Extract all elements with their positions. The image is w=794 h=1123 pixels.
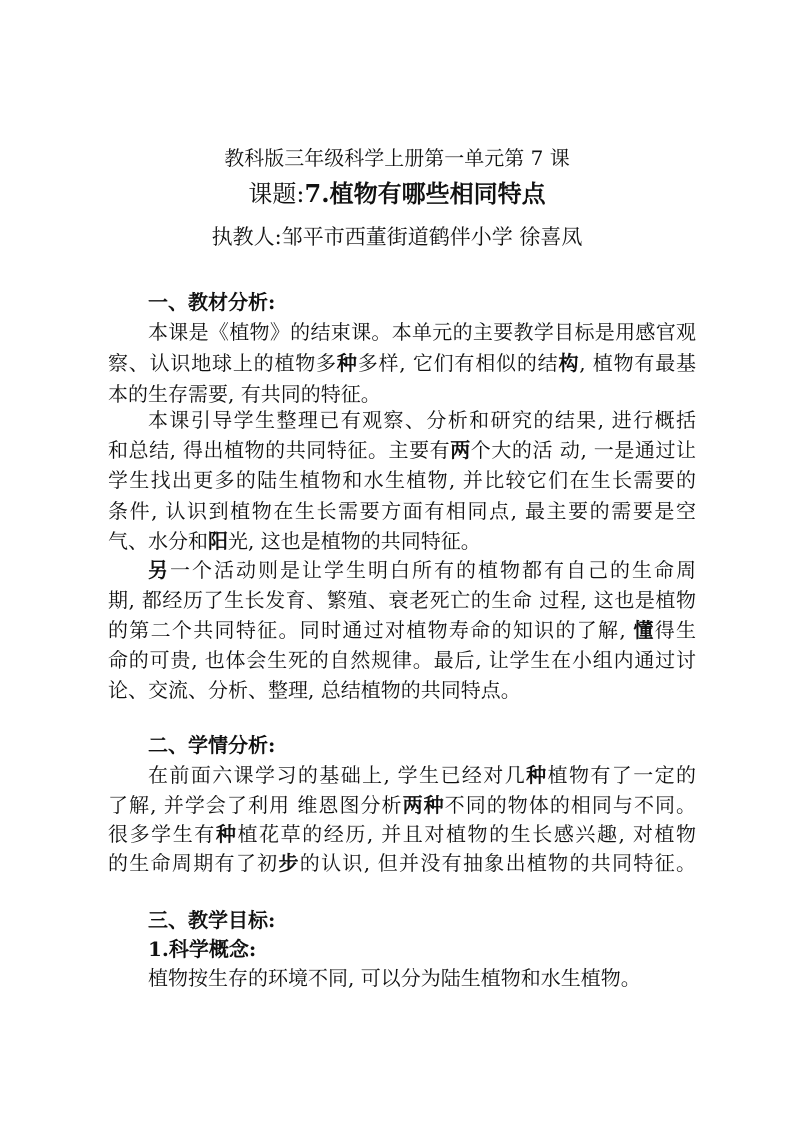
- paragraph-line: 论、交流、分析、整理, 总结植物的共同特点。: [108, 678, 521, 702]
- lesson-title: [0, 178, 794, 210]
- text-run: 植物有了一定的: [547, 763, 697, 787]
- text-run: 另: [148, 558, 170, 582]
- text-run: 的生命周期有了初: [108, 851, 279, 875]
- text-run: 种: [215, 822, 238, 846]
- text-run: 懂: [633, 618, 655, 642]
- text-run: , 植物有最基: [579, 351, 697, 375]
- paragraph-line: [108, 616, 696, 645]
- paragraph-line: [148, 556, 696, 585]
- course-line: 教科版三年级科学上册第一单元第 7 课: [224, 146, 570, 170]
- text-run: 多样, 它们有相似的结: [357, 351, 559, 375]
- text-run: 在前面六课学习的基础上, 学生已经对几: [148, 763, 527, 787]
- section-heading-teaching-goals: 三、教学目标:: [148, 908, 276, 932]
- text-run: 光, 这也是植物的共同特征。: [228, 529, 481, 553]
- paragraph-line: 学生找出更多的陆生植物和水生植物, 并比较它们在生长需要的: [108, 468, 696, 492]
- text-run: 的第二个共同特征。同时通过对植物寿命的知识的了解,: [108, 618, 634, 642]
- teacher-line: 执教人:邹平市西董街道鹤伴小学 徐喜凤: [211, 225, 583, 249]
- text-run: 种: [336, 351, 358, 375]
- text-run: 个大的活 动, 一是通过让: [470, 438, 696, 462]
- paragraph-line: 期, 都经历了生长发育、繁殖、衰老死亡的生命 过程, 这也是植物: [108, 588, 696, 612]
- text-run: 步: [278, 851, 300, 875]
- text-run: 一个活动则是让学生明白所有的植物都有自己的生命周: [170, 558, 696, 582]
- text-run: 的认识, 但并没有抽象出植物的共同特征。: [299, 851, 697, 875]
- subheading-science-concepts: 1.科学概念:: [148, 937, 257, 961]
- text-run: 两种: [402, 793, 445, 817]
- text-run: 阳: [208, 529, 228, 553]
- text-run: 很多学生有: [108, 822, 216, 846]
- text-run: 不同的物体的相同与不同。: [444, 793, 697, 817]
- text-run: 了解, 并学会了利用 维恩图分析: [108, 793, 403, 817]
- paragraph-line: [108, 527, 696, 556]
- paragraph-line: [148, 761, 696, 790]
- text-run: 种: [526, 763, 548, 787]
- paragraph-line: [108, 791, 696, 820]
- paragraph-line: [108, 849, 696, 878]
- text-run: 气、水分和: [108, 529, 208, 553]
- paragraph-line: 本课引导学生整理已有观察、分析和研究的结果, 进行概括: [148, 408, 696, 432]
- section-heading-textbook-analysis: 一、教材分析:: [148, 290, 276, 314]
- text-run: 构: [558, 351, 580, 375]
- paragraph-line: 条件, 认识到植物在生长需要方面有相同点, 最主要的需要是空: [108, 499, 696, 523]
- title-prefix: 课题:: [248, 180, 305, 208]
- paragraph-line: 本课是《植物》的结束课。本单元的主要教学目标是用感官观: [148, 320, 696, 344]
- text-run: 植花草的经历, 并且对植物的生长感兴趣, 对植物: [237, 822, 697, 846]
- paragraph-line: [108, 820, 696, 849]
- text-run: 两: [450, 438, 471, 462]
- paragraph-line: 命的可贵, 也体会生死的自然规律。最后, 让学生在小组内通过讨: [108, 648, 696, 672]
- text-run: 和总结, 得出植物的共同特征。主要有: [108, 438, 451, 462]
- text-run: 得生: [654, 618, 697, 642]
- section-heading-student-analysis: 二、学情分析:: [148, 733, 276, 757]
- title-text: 7.植物有哪些相同特点: [304, 179, 546, 208]
- paragraph-line: 植物按生存的环境不同, 可以分为陆生植物和水生植物。: [148, 966, 641, 990]
- text-run: 察、认识地球上的植物多: [108, 351, 337, 375]
- paragraph-line: [108, 349, 696, 378]
- paragraph-line: [108, 436, 696, 465]
- paragraph-line: 本的生存需要, 有共同的特征。: [108, 382, 381, 406]
